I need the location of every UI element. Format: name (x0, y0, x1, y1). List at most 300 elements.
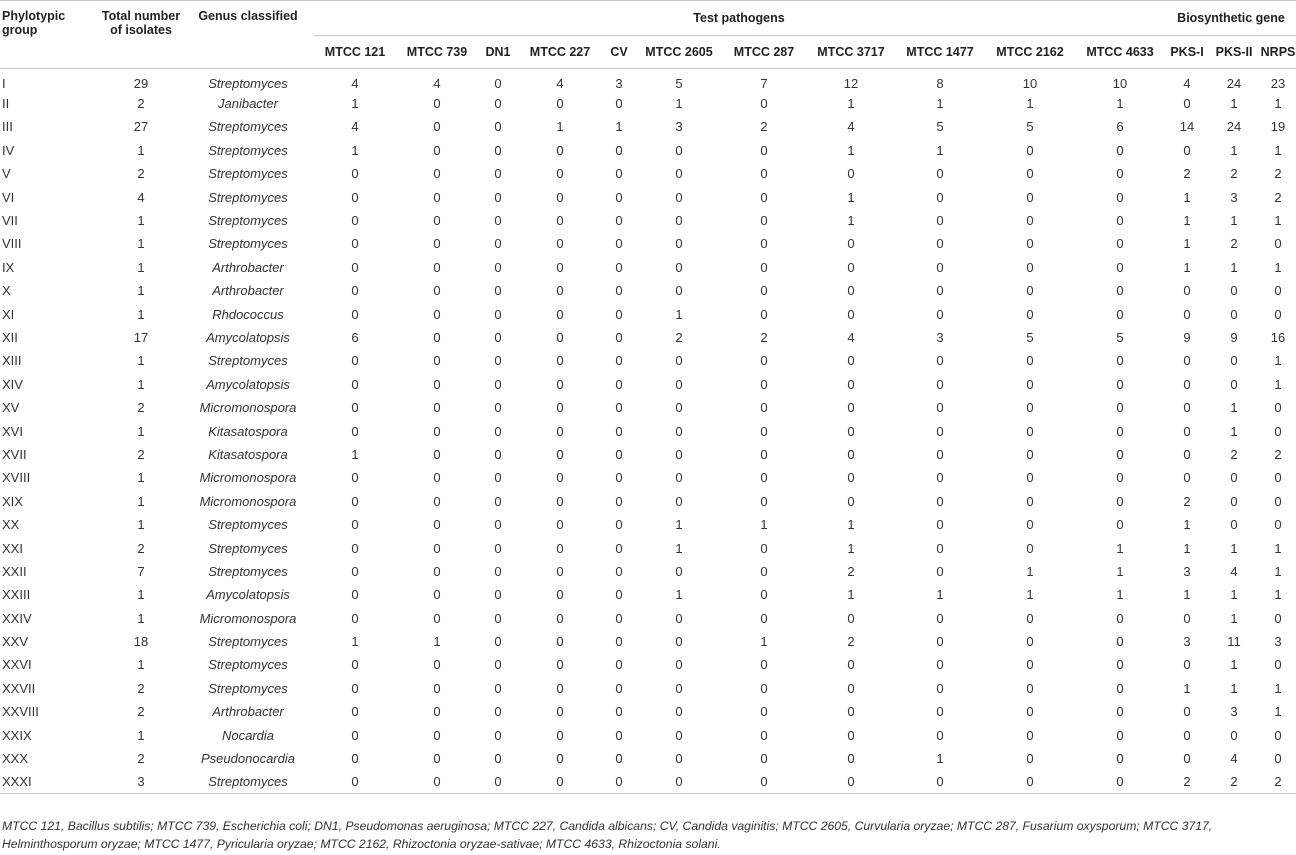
table-row (0, 326, 1296, 349)
cell-pathogen-value: 0 (494, 493, 502, 509)
cell-pathogen-value: 0 (1026, 189, 1034, 205)
cell-pathogen-value: 0 (433, 329, 441, 345)
cell-genus: Micromonospora (199, 400, 297, 416)
cell-pathogen-value: 0 (433, 353, 441, 369)
cell-gene-value: 2 (1230, 446, 1238, 462)
cell-gene-value: 3 (1183, 563, 1191, 579)
cell-pathogen-value: 0 (760, 189, 768, 205)
cell-pathogen-value: 0 (494, 353, 502, 369)
cell-gene-value: 0 (1274, 283, 1282, 299)
header-genus: Genus classified (182, 1, 314, 69)
cell-pathogen-value: 0 (433, 704, 441, 720)
cell-pathogen-value: 0 (1026, 400, 1034, 416)
cell-pathogen-value: 5 (1116, 329, 1124, 345)
cell-gene-value: 0 (1274, 306, 1282, 322)
cell-gene-value: 14 (1179, 119, 1195, 135)
cell-pathogen-value: 0 (615, 166, 623, 182)
table-row (0, 185, 1296, 208)
cell-pathogen-value: 0 (556, 259, 564, 275)
cell-gene-value: 9 (1230, 329, 1238, 345)
cell-pathogen-value: 1 (847, 142, 855, 158)
cell-pathogen-value: 0 (1116, 610, 1124, 626)
cell-pathogen-value: 1 (675, 96, 683, 112)
cell-pathogen-value: 0 (556, 96, 564, 112)
cell-pathogen-value: 0 (936, 400, 944, 416)
cell-pathogen-value: 0 (1026, 493, 1034, 509)
cell-pathogen-value: 1 (675, 587, 683, 603)
cell-gene-value: 0 (1183, 142, 1191, 158)
cell-gene-value: 1 (1230, 587, 1238, 603)
cell-group: XI (2, 306, 15, 322)
cell-gene-value: 0 (1274, 236, 1282, 252)
cell-total: 1 (137, 470, 145, 486)
cell-pathogen-value: 0 (615, 306, 623, 322)
cell-pathogen-value: 2 (847, 634, 855, 650)
cell-pathogen-value: 0 (847, 236, 855, 252)
cell-pathogen-value: 0 (615, 680, 623, 696)
cell-group: III (2, 119, 13, 135)
cell-total: 4 (137, 189, 145, 205)
cell-pathogen-value: 0 (936, 283, 944, 299)
table-row (0, 583, 1296, 606)
cell-group: I (2, 75, 6, 91)
cell-group: II (2, 96, 10, 112)
cell-pathogen-value: 1 (1116, 540, 1124, 556)
cell-group: XXXI (0, 770, 100, 793)
cell-gene-value: 1 (1274, 259, 1282, 275)
cell-pathogen-value: 1 (936, 96, 944, 112)
cell-pathogen-value: 2 (675, 329, 683, 345)
cell-pathogen-value: 0 (1026, 540, 1034, 556)
cell-pathogen-value: 1 (847, 189, 855, 205)
cell-pathogen-value: 0 (936, 423, 944, 439)
cell-total: 2 (137, 704, 145, 720)
cell-total: 1 (137, 517, 145, 533)
cell-gene-value: 1 (1274, 353, 1282, 369)
cell-pathogen-value: 0 (396, 770, 478, 793)
cell-total: 1 (137, 610, 145, 626)
cell-gene-value: 0 (1183, 657, 1191, 673)
cell-pathogen-value: 0 (760, 446, 768, 462)
cell-gene-value: 1 (1230, 213, 1238, 229)
cell-group: XXVII (2, 680, 36, 696)
cell-pathogen-value: 0 (518, 770, 602, 793)
cell-pathogen-value: 0 (806, 770, 896, 793)
cell-gene-value: 1 (1274, 680, 1282, 696)
cell-pathogen-value: 1 (556, 119, 564, 135)
cell-pathogen-value: 0 (351, 727, 359, 743)
cell-pathogen-value: 0 (494, 446, 502, 462)
cell-pathogen-value: 0 (1116, 142, 1124, 158)
cell-pathogen-value: 0 (615, 727, 623, 743)
cell-genus: Streptomyces (208, 657, 288, 673)
cell-total: 1 (137, 353, 145, 369)
cell-total: 1 (137, 727, 145, 743)
cell-pathogen-value: 0 (615, 236, 623, 252)
cell-pathogen-value: 0 (1026, 470, 1034, 486)
cell-genus: Micromonospora (199, 493, 297, 509)
cell-pathogen-value: 0 (351, 657, 359, 673)
cell-gene-value: 1 (1183, 680, 1191, 696)
cell-pathogen-value: 0 (615, 446, 623, 462)
cell-gene-value: 0 (1183, 400, 1191, 416)
cell-pathogen-value: 0 (675, 423, 683, 439)
cell-pathogen-value: 0 (675, 353, 683, 369)
cell-pathogen-value: 10 (1022, 75, 1038, 91)
cell-pathogen-value: 1 (1026, 96, 1034, 112)
cell-pathogen-value: 0 (556, 166, 564, 182)
cell-pathogen-value: 0 (351, 423, 359, 439)
cell-pathogen-value: 0 (936, 376, 944, 392)
cell-pathogen-value: 0 (760, 259, 768, 275)
cell-pathogen-value: 4 (351, 75, 359, 91)
cell-total: 1 (137, 259, 145, 275)
cell-pathogen-value: 0 (556, 376, 564, 392)
cell-pathogen-value: 0 (760, 400, 768, 416)
cell-pathogen-value: 0 (1116, 634, 1124, 650)
cell-pathogen-value: 0 (494, 400, 502, 416)
cell-pathogen-value: 0 (494, 236, 502, 252)
cell-pathogen-value: 0 (1116, 189, 1124, 205)
cell-pathogen-value: 0 (494, 470, 502, 486)
cell-pathogen-value: 8 (936, 75, 944, 91)
table-row (0, 256, 1296, 279)
cell-pathogen-value: 0 (760, 493, 768, 509)
cell-pathogen-value: 0 (1116, 423, 1124, 439)
cell-pathogen-value: 0 (433, 96, 441, 112)
cell-group: XXIX (2, 727, 32, 743)
cell-genus: Streptomyces (208, 517, 288, 533)
cell-gene-value: 2 (1183, 493, 1191, 509)
cell-gene-value: 2 (1164, 770, 1210, 793)
cell-pathogen-value: 4 (847, 119, 855, 135)
cell-pathogen-value: 0 (433, 283, 441, 299)
cell-group: VI (2, 189, 15, 205)
cell-pathogen-value: 0 (760, 306, 768, 322)
cell-pathogen-value: 0 (1026, 213, 1034, 229)
cell-total: 1 (137, 283, 145, 299)
cell-gene-value: 1 (1183, 540, 1191, 556)
cell-pathogen-value: 0 (1026, 166, 1034, 182)
cell-pathogen-value: 4 (433, 75, 441, 91)
table-row (0, 560, 1296, 583)
cell-total: 18 (133, 634, 149, 650)
cell-genus: Arthrobacter (212, 283, 284, 299)
cell-gene-value: 0 (1230, 306, 1238, 322)
cell-pathogen-value: 0 (433, 657, 441, 673)
cell-pathogen-value: 0 (433, 166, 441, 182)
cell-pathogen-value: 0 (1116, 680, 1124, 696)
cell-pathogen-value: 0 (675, 259, 683, 275)
cell-pathogen-value: 0 (1116, 236, 1124, 252)
cell-pathogen-value: 0 (556, 423, 564, 439)
cell-pathogen-value: 1 (351, 446, 359, 462)
cell-pathogen-value: 0 (556, 517, 564, 533)
cell-gene-value: 0 (1183, 751, 1191, 767)
cell-genus: Kitasatospora (208, 423, 288, 439)
cell-pathogen-value: 4 (351, 119, 359, 135)
cell-gene-value: 1 (1183, 236, 1191, 252)
cell-total: 1 (137, 423, 145, 439)
cell-pathogen-value: 0 (351, 493, 359, 509)
cell-total: 2 (137, 446, 145, 462)
table-footnote: MTCC 121, Bacillus subtilis; MTCC 739, Escherichia coli; DN1, Pseudomonas aeruginosa; MTCC 227, Candida albicans; CV, Candida vaginitis; MTCC 2605, Curvularia oryzae; MTCC 287, Fusarium oxysporum; MTCC 3717, Helminthosporum oryzae; MTCC 1477, Pyricularia oryzae; MTCC 2162, Rhizoctonia oryzae-sativae; MTCC 4633, Rhizoctonia solani. (2, 819, 1213, 851)
cell-pathogen-value: 1 (1116, 563, 1124, 579)
cell-pathogen-value: 0 (1116, 376, 1124, 392)
table-row (0, 373, 1296, 396)
cell-group: XX (2, 517, 20, 533)
cell-gene-value: 2 (1274, 446, 1282, 462)
cell-group: XV (2, 400, 20, 416)
cell-pathogen-value: 0 (675, 657, 683, 673)
cell-group: XXIII (2, 587, 31, 603)
cell-pathogen-value: 0 (351, 704, 359, 720)
cell-pathogen-value: 0 (936, 446, 944, 462)
cell-gene-value: 2 (1210, 770, 1258, 793)
cell-gene-value: 0 (1274, 657, 1282, 673)
cell-group: IX (2, 259, 15, 275)
cell-total: 1 (137, 657, 145, 673)
cell-gene-value: 19 (1270, 119, 1286, 135)
cell-gene-value: 1 (1274, 142, 1282, 158)
cell-pathogen-value: 0 (351, 376, 359, 392)
cell-pathogen-value: 1 (1026, 563, 1034, 579)
table-row (0, 466, 1296, 489)
cell-group: XVII (2, 446, 27, 462)
cell-pathogen-value: 0 (433, 563, 441, 579)
cell-pathogen-value: 0 (675, 610, 683, 626)
cell-pathogen-value: 1 (675, 540, 683, 556)
cell-pathogen-value: 0 (615, 259, 623, 275)
cell-group: XII (2, 329, 18, 345)
cell-genus: Micromonospora (199, 610, 297, 626)
header-gene: PKS-I (1164, 36, 1210, 69)
cell-total: 7 (137, 563, 145, 579)
cell-pathogen-value: 0 (433, 493, 441, 509)
cell-gene-value: 0 (1274, 517, 1282, 533)
cell-genus: Streptomyces (182, 770, 314, 793)
cell-pathogen-value: 0 (433, 470, 441, 486)
cell-pathogen-value: 0 (433, 142, 441, 158)
cell-pathogen-value: 0 (936, 657, 944, 673)
cell-pathogen-value: 0 (433, 751, 441, 767)
table-row (0, 92, 1296, 115)
cell-pathogen-value: 0 (433, 236, 441, 252)
cell-genus: Amycolatopsis (206, 587, 290, 603)
cell-pathogen-value: 0 (760, 423, 768, 439)
cell-pathogen-value: 1 (1116, 587, 1124, 603)
header-pathogen: MTCC 4633 (1076, 36, 1164, 69)
cell-gene-value: 3 (1183, 634, 1191, 650)
cell-gene-value: 0 (1183, 283, 1191, 299)
cell-pathogen-value: 1 (847, 517, 855, 533)
cell-pathogen-value: 0 (494, 634, 502, 650)
cell-pathogen-value: 0 (1026, 283, 1034, 299)
cell-pathogen-value: 4 (556, 75, 564, 91)
cell-pathogen-value: 0 (556, 446, 564, 462)
cell-gene-value: 0 (1274, 470, 1282, 486)
cell-pathogen-value: 0 (1026, 236, 1034, 252)
cell-gene-value: 1 (1230, 400, 1238, 416)
cell-gene-value: 4 (1230, 751, 1238, 767)
cell-pathogen-value: 0 (494, 142, 502, 158)
cell-gene-value: 0 (1274, 751, 1282, 767)
cell-pathogen-value: 0 (847, 657, 855, 673)
cell-pathogen-value: 0 (847, 306, 855, 322)
cell-group: XIX (2, 493, 23, 509)
cell-pathogen-value: 0 (314, 770, 396, 793)
cell-gene-value: 0 (1274, 493, 1282, 509)
header-phylotypic-group: Phylotypic group (0, 1, 100, 69)
cell-group: VII (2, 213, 18, 229)
cell-pathogen-value: 0 (760, 166, 768, 182)
header-pathogen: MTCC 287 (722, 36, 806, 69)
cell-genus: Streptomyces (208, 236, 288, 252)
cell-gene-value: 1 (1230, 96, 1238, 112)
cell-pathogen-value: 0 (494, 423, 502, 439)
table-row (0, 747, 1296, 770)
cell-pathogen-value: 0 (433, 587, 441, 603)
cell-total: 1 (137, 493, 145, 509)
cell-pathogen-value: 0 (847, 704, 855, 720)
cell-pathogen-value: 0 (636, 770, 722, 793)
cell-pathogen-value: 0 (936, 236, 944, 252)
cell-pathogen-value: 0 (351, 353, 359, 369)
cell-pathogen-value: 0 (494, 283, 502, 299)
cell-pathogen-value: 0 (351, 213, 359, 229)
cell-pathogen-value: 7 (760, 75, 768, 91)
cell-pathogen-value: 0 (675, 283, 683, 299)
cell-genus: Amycolatopsis (206, 376, 290, 392)
cell-group: V (2, 166, 11, 182)
cell-pathogen-value: 2 (847, 563, 855, 579)
cell-pathogen-value: 0 (847, 610, 855, 626)
header-pathogen: CV (602, 36, 636, 69)
cell-pathogen-value: 0 (556, 493, 564, 509)
cell-group: XXII (2, 563, 27, 579)
cell-pathogen-value: 0 (936, 680, 944, 696)
cell-pathogen-value: 0 (760, 657, 768, 673)
cell-pathogen-value: 0 (1116, 704, 1124, 720)
cell-pathogen-value: 0 (615, 329, 623, 345)
cell-pathogen-value: 2 (760, 329, 768, 345)
cell-genus: Janibacter (218, 96, 278, 112)
cell-pathogen-value: 0 (615, 376, 623, 392)
cell-pathogen-value: 0 (675, 563, 683, 579)
cell-pathogen-value: 0 (936, 213, 944, 229)
cell-pathogen-value: 0 (494, 96, 502, 112)
cell-pathogen-value: 0 (936, 704, 944, 720)
cell-pathogen-value: 0 (494, 119, 502, 135)
cell-pathogen-value: 0 (615, 517, 623, 533)
cell-pathogen-value: 0 (847, 400, 855, 416)
cell-group: XXVIII (2, 704, 39, 720)
cell-pathogen-value: 0 (1026, 610, 1034, 626)
cell-pathogen-value: 0 (760, 751, 768, 767)
table-row (0, 443, 1296, 466)
cell-gene-value: 2 (1230, 166, 1238, 182)
cell-pathogen-value: 0 (1026, 727, 1034, 743)
cell-pathogen-value: 0 (351, 563, 359, 579)
cell-pathogen-value: 0 (433, 119, 441, 135)
cell-pathogen-value: 0 (351, 166, 359, 182)
cell-gene-value: 3 (1230, 189, 1238, 205)
cell-pathogen-value: 0 (936, 259, 944, 275)
header-gene: PKS-II (1210, 36, 1258, 69)
cell-gene-value: 0 (1183, 610, 1191, 626)
cell-genus: Streptomyces (208, 189, 288, 205)
cell-pathogen-value: 0 (1116, 400, 1124, 416)
cell-pathogen-value: 0 (556, 680, 564, 696)
cell-pathogen-value: 0 (615, 353, 623, 369)
cell-pathogen-value: 0 (615, 540, 623, 556)
cell-pathogen-value: 0 (351, 306, 359, 322)
cell-pathogen-value: 0 (351, 236, 359, 252)
table-row (0, 770, 1296, 793)
cell-pathogen-value: 0 (433, 680, 441, 696)
cell-total: 27 (133, 119, 149, 135)
cell-pathogen-value: 0 (351, 400, 359, 416)
cell-pathogen-value: 12 (843, 75, 859, 91)
cell-pathogen-value: 0 (675, 189, 683, 205)
cell-pathogen-value: 0 (433, 259, 441, 275)
cell-pathogen-value: 0 (478, 770, 518, 793)
cell-pathogen-value: 0 (615, 704, 623, 720)
cell-pathogen-value: 0 (615, 400, 623, 416)
cell-genus: Streptomyces (208, 142, 288, 158)
cell-genus: Streptomyces (208, 563, 288, 579)
cell-total: 2 (137, 751, 145, 767)
cell-pathogen-value: 0 (433, 540, 441, 556)
cell-group: XIV (2, 376, 23, 392)
cell-pathogen-value: 0 (847, 166, 855, 182)
cell-gene-value: 23 (1270, 75, 1286, 91)
cell-gene-value: 9 (1183, 329, 1191, 345)
header-biosynthetic-gene: Biosynthetic gene (1164, 1, 1296, 36)
table-row (0, 232, 1296, 255)
cell-gene-value: 1 (1274, 96, 1282, 112)
cell-total: 2 (137, 400, 145, 416)
cell-pathogen-value: 0 (675, 376, 683, 392)
cell-pathogen-value: 1 (936, 751, 944, 767)
cell-gene-value: 1 (1274, 213, 1282, 229)
table-row (0, 302, 1296, 325)
cell-pathogen-value: 0 (1026, 259, 1034, 275)
cell-gene-value: 0 (1183, 446, 1191, 462)
cell-pathogen-value: 10 (1112, 75, 1128, 91)
cell-pathogen-value: 0 (615, 657, 623, 673)
cell-pathogen-value: 0 (1116, 493, 1124, 509)
cell-pathogen-value: 0 (675, 446, 683, 462)
cell-pathogen-value: 0 (494, 75, 502, 91)
cell-pathogen-value: 0 (1076, 770, 1164, 793)
cell-pathogen-value: 0 (615, 563, 623, 579)
cell-gene-value: 0 (1183, 376, 1191, 392)
cell-gene-value: 1 (1183, 189, 1191, 205)
cell-pathogen-value: 0 (351, 189, 359, 205)
cell-pathogen-value: 0 (1026, 634, 1034, 650)
cell-pathogen-value: 0 (494, 540, 502, 556)
cell-total: 2 (137, 540, 145, 556)
cell-pathogen-value: 1 (936, 142, 944, 158)
table-row (0, 536, 1296, 559)
cell-pathogen-value: 0 (615, 751, 623, 767)
cell-gene-value: 3 (1274, 634, 1282, 650)
cell-pathogen-value: 0 (760, 96, 768, 112)
cell-gene-value: 1 (1183, 259, 1191, 275)
cell-pathogen-value: 3 (936, 329, 944, 345)
cell-pathogen-value: 5 (936, 119, 944, 135)
